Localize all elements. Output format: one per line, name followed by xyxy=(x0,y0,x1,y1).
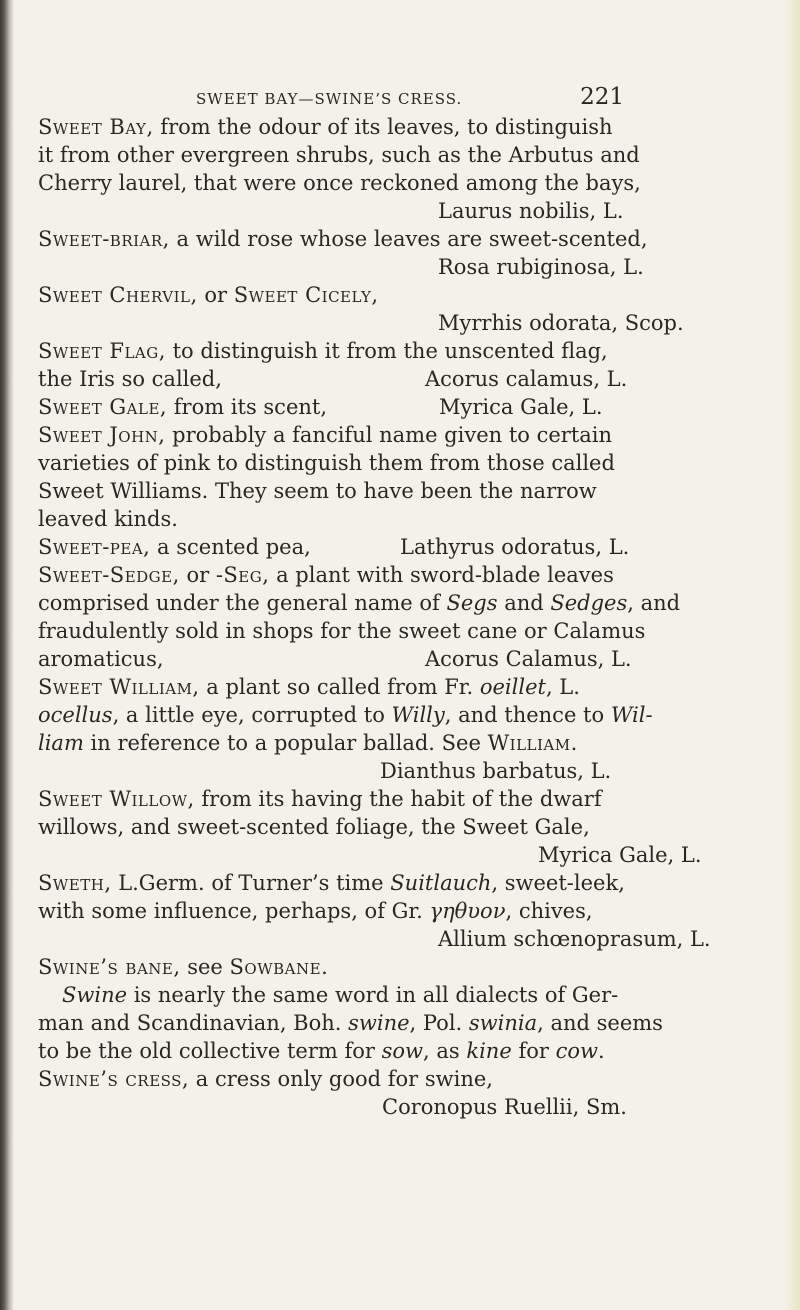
headword: Sweet Bay, xyxy=(38,115,154,139)
botanical-name: Myrica Gale, L. xyxy=(538,843,702,867)
text-line: comprised under the general name of Segs and Sedges, and xyxy=(38,591,681,615)
text-line: Swine is nearly the same word in all dialects of Ger- xyxy=(62,983,619,1007)
botanical-name: Dianthus barbatus, L. xyxy=(380,759,612,783)
text-line: aromaticus, Acorus Calamus, L. xyxy=(38,647,632,671)
text-line: Swine’s cress, a cress only good for swine, xyxy=(38,1067,493,1091)
text-line: to be the old collective term for sow, as kine for cow. xyxy=(38,1039,605,1063)
headword: Sweet John, xyxy=(38,423,166,447)
botanical-name: Rosa rubiginosa, L. xyxy=(438,255,644,279)
headword: Swine’s cress, xyxy=(38,1067,190,1091)
text-line: Cherry laurel, that were once reckoned among the bays, xyxy=(38,171,641,195)
text-line: Sweet John, probably a fanciful name given to certain xyxy=(38,423,613,447)
headword: Sweth, xyxy=(38,871,112,895)
text-line: liam in reference to a popular ballad. See William. xyxy=(38,731,578,755)
headword: Sweet William, xyxy=(38,675,200,699)
text-line: Sweet-pea, a scented pea, Lathyrus odoratus, L. xyxy=(38,535,630,559)
botanical-name: Lathyrus odoratus, L. xyxy=(400,535,630,559)
text-line: Sweet Bay, from the odour of its leaves, to distinguish xyxy=(38,115,613,139)
text-line: Sweet Williams. They seem to have been the narrow xyxy=(38,479,597,503)
text-line: leaved kinds. xyxy=(38,507,178,531)
botanical-name: Acorus calamus, L. xyxy=(425,367,628,391)
running-header xyxy=(196,84,624,110)
botanical-name: Allium schœnoprasum, L. xyxy=(438,927,711,951)
text-line: Sweet William, a plant so called from Fr. oeillet, L. xyxy=(38,675,580,699)
text-line: Swine’s bane, see Sowbane. xyxy=(38,955,329,979)
cross-reference: William. xyxy=(487,731,578,755)
headword: Sweet-pea, xyxy=(38,535,151,559)
cross-reference: Sowbane. xyxy=(229,955,329,979)
text-line: Sweet Chervil, or Sweet Cicely, xyxy=(38,283,379,307)
headword: Swine’s bane, xyxy=(38,955,181,979)
botanical-name: Acorus Calamus, L. xyxy=(425,647,632,671)
text-line: man and Scandinavian, Boh. swine, Pol. swinia, and seems xyxy=(38,1011,663,1035)
text-line: ocellus, a little eye, corrupted to Willy, and thence to Wil- xyxy=(38,703,653,727)
text-line: Sweet Willow, from its having the habit of the dwarf xyxy=(38,787,602,811)
text-line: with some influence, perhaps, of Gr. γηθυον, chives, xyxy=(38,899,593,923)
botanical-name: Laurus nobilis, L. xyxy=(438,199,624,223)
headword: Sweet-briar, xyxy=(38,227,170,251)
page-number: 221 xyxy=(580,84,624,110)
headword: Sweet Gale, xyxy=(38,395,168,419)
running-title: SWEET BAY—SWINE’S CRESS. xyxy=(196,90,463,108)
headword: Sweet-Sedge, xyxy=(38,563,180,587)
text-line: Sweet Flag, to distinguish it from the unscented flag, xyxy=(38,339,608,363)
text-line: Sweth, L.Germ. of Turner’s time Suitlauch, sweet-leek, xyxy=(38,871,625,895)
text-line: it from other evergreen shrubs, such as the Arbutus and xyxy=(38,143,640,167)
text-line: Sweet Gale, from its scent, Myrica Gale, L. xyxy=(38,395,603,419)
text-line: willows, and sweet-scented foliage, the Sweet Gale, xyxy=(38,815,590,839)
botanical-name: Myrica Gale, L. xyxy=(439,395,603,419)
text-line: Sweet-briar, a wild rose whose leaves are sweet-scented, xyxy=(38,227,648,251)
headword: Sweet Chervil, xyxy=(38,283,198,307)
headword: -Seg, xyxy=(215,563,270,587)
headword: Sweet Willow, xyxy=(38,787,195,811)
botanical-name: Myrrhis odorata, Scop. xyxy=(438,311,684,335)
text-line: fraudulently sold in shops for the sweet cane or Calamus xyxy=(38,619,646,643)
text-line: Sweet-Sedge, or -Seg, a plant with sword-blade leaves xyxy=(38,563,614,587)
text-line: the Iris so called, Acorus calamus, L. xyxy=(38,367,628,391)
headword: Sweet Flag, xyxy=(38,339,166,363)
headword: Sweet Cicely, xyxy=(233,283,379,307)
text-line: varieties of pink to distinguish them from those called xyxy=(38,451,615,475)
botanical-name: Coronopus Ruellii, Sm. xyxy=(382,1095,627,1119)
